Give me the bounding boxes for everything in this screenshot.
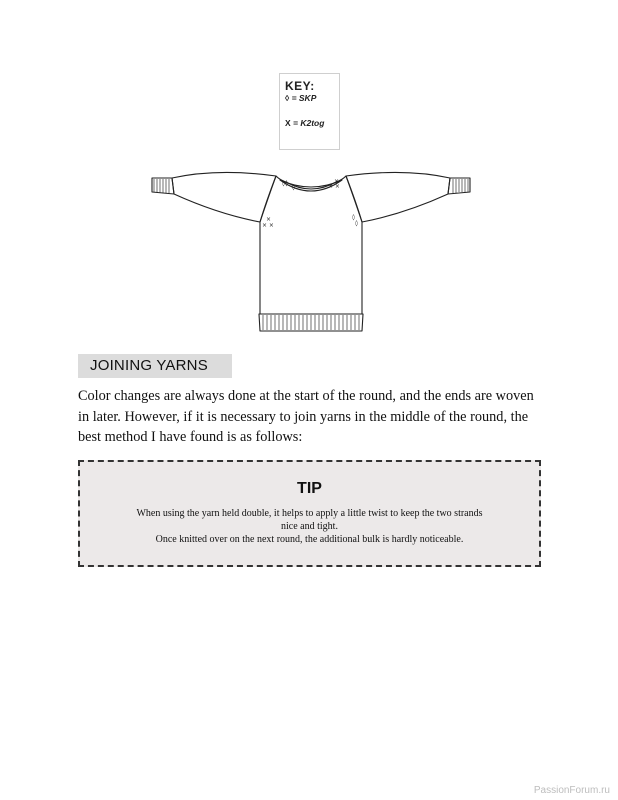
sweater-illustration (148, 158, 474, 334)
svg-text:× ×: × × (328, 183, 340, 190)
sweater-body (260, 176, 362, 314)
key-legend (279, 73, 340, 150)
body-paragraph: Color changes are always done at the start of the round, and the ends are woven in later. However, if it is necessary to join yarns in the middle of the round, the best method I have found is as follows: (78, 388, 534, 445)
svg-text:×: × (266, 216, 272, 223)
x-mark-icon: X (285, 118, 291, 128)
tip-text-2: Once knitted over on the next round, the additional bulk is hardly noticeable. (155, 534, 464, 545)
svg-text:× ×: × × (262, 222, 274, 229)
svg-text:◊: ◊ (355, 220, 358, 227)
key-title: KEY: (285, 79, 315, 93)
decrease-marks (262, 178, 358, 229)
sweater-right-sleeve (346, 172, 450, 222)
watermark: PassionForum.ru (533, 785, 610, 796)
tip-box (78, 460, 541, 567)
key-entry-label: = K2tog (290, 118, 325, 128)
diamond-icon: ◊ (285, 93, 290, 103)
svg-text:◊◊: ◊◊ (282, 180, 288, 187)
key-entry-label: = SKP (289, 93, 317, 103)
svg-text:×: × (334, 178, 340, 185)
svg-text:◊: ◊ (352, 214, 355, 221)
tip-text-1: When using the yarn held double, it helps to apply a little twist to keep the two strands nice and tight. (136, 508, 483, 532)
key-entry-k2tog (285, 118, 339, 129)
key-entry-skp (285, 93, 339, 104)
sweater-left-sleeve (172, 172, 276, 222)
svg-text:◊: ◊ (292, 184, 295, 191)
rib-lines (154, 179, 468, 330)
section-heading: JOINING YARNS (78, 354, 232, 378)
tip-title: TIP (297, 480, 322, 497)
